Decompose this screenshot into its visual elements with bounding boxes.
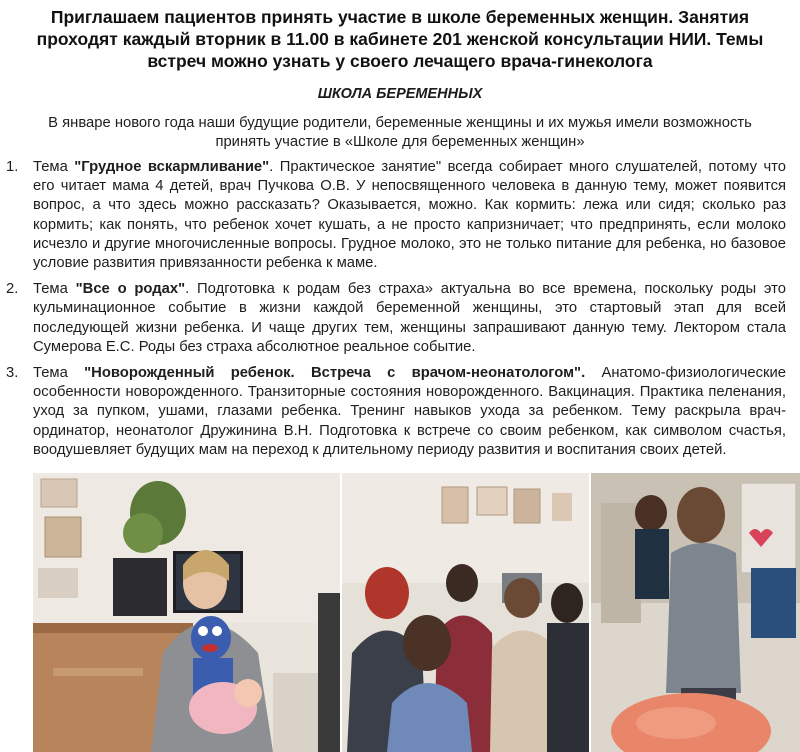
topic-title: "Новорожденный ребенок. Встреча с врачом-неонатологом". [84, 365, 586, 382]
topic-item-1 [0, 158, 800, 273]
photo-strip [33, 473, 800, 752]
topic-item-3 [0, 364, 800, 460]
announcement-header: Приглашаем пациентов принять участие в школе беременных женщин. Занятия проходят каждый вторник в 11.00 в кабинете 201 женской консультации НИИ. Темы встреч можно узнать у своего лечащего врача-гинеколога [36, 7, 764, 71]
topic-item-2 [0, 280, 800, 357]
audience-listening-photo [342, 473, 589, 752]
list-number: 3. [6, 365, 19, 382]
topics-list [0, 158, 800, 467]
topic-title: "Грудное вскармливание" [74, 159, 270, 175]
fitball-exercise-photo [591, 473, 800, 752]
list-number: 1. [6, 159, 19, 175]
list-number: 2. [6, 281, 19, 298]
topic-lead: Тема [33, 159, 75, 175]
lecturer-with-puppet-photo [33, 473, 340, 752]
topic-description: . Практическое занятие" всегда собирает много слушателей, потому что его читает мама 4 детей, врач Пучкова О.В. У непосвященного человека в данную тему, может появится вопрос, а что здесь можно рассказать? Оказывается, можно. Как кормить: лежа или сидя; сколько раз кормить; как понять, что ребенок хочет кушать, а не просто капризничает; что предпринять, если молоко исчезло и другие многочисленные вопросы. Грудное молоко, это не только питание для ребенка, но базовое условие развития привязанности ребенка к маме. [33, 159, 786, 272]
section-title: ШКОЛА БЕРЕМЕННЫХ [317, 86, 483, 102]
topic-description: Анатомо-физиологические особенности новорожденного. Транзиторные состояния новорожденного. Вакцинация. Практика пеленания, уход за пупком, ушами, глазами ребенка. Тренинг навыков ухода за ребенком. Тему раскрыла врач-ординатор, неонатолог Дружинина В.Н. Подготовка к встрече со своим ребенком, как символом счастья, воодушевляет будущих мам на переход к длительному периоду развития и воспитания своих детей. [33, 365, 786, 458]
topic-description: . Подготовка к родам без страха» актуальна во все времена, поскольку роды это кульминационное событие в жизни каждой беременной женщины, это стартовый этап для всей последующей жизни ребенка. И чаще других тем, женщины запрашивают данную тему. Лектором стала Сумерова Е.С. Роды без страха абсолютное реальное событие. [33, 281, 786, 355]
section-intro: В январе нового года наши будущие родители, беременные женщины и их мужья имели возможность принять участие в «Школе для беременных женщин» [48, 115, 752, 150]
topic-lead: Тема [33, 281, 76, 298]
topic-lead: Тема [33, 365, 85, 382]
topic-title: "Все о родах" [75, 281, 186, 298]
